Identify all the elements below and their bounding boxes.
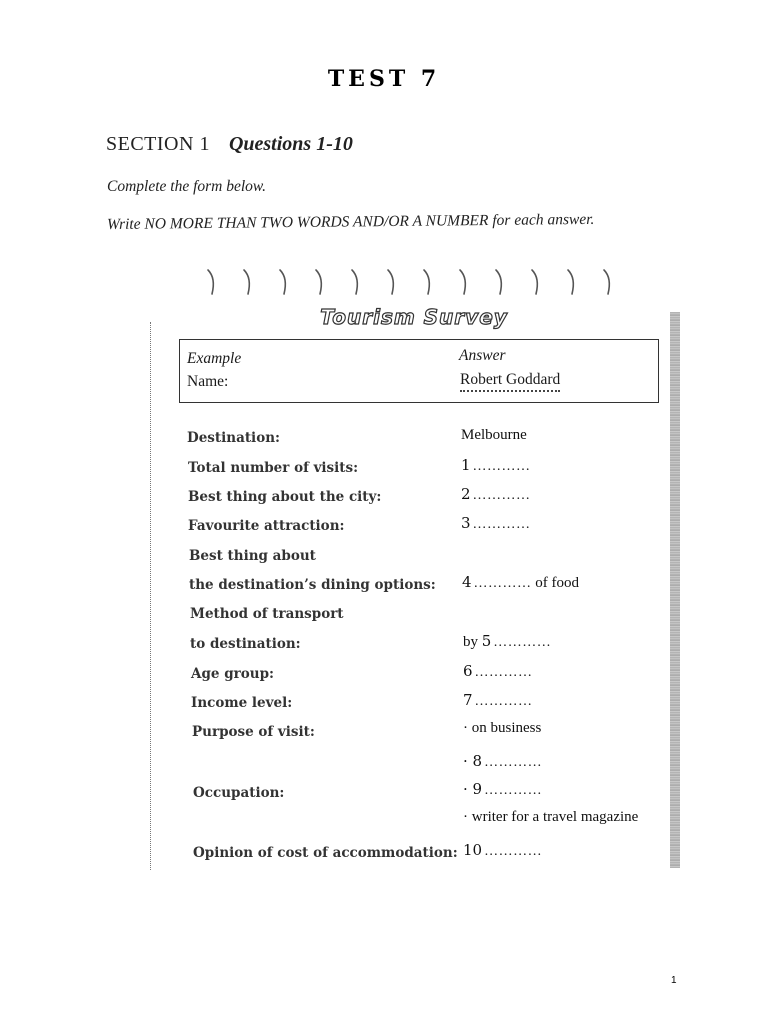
answer-dots: ………… [472, 488, 531, 503]
answer-dots: ………… [493, 635, 552, 650]
field-value-destination: Melbourne [461, 427, 527, 443]
answer-suffix: of food [535, 575, 580, 591]
field-value-writer: · writer for a travel magazine [463, 809, 639, 825]
question-number: 6 [463, 662, 473, 680]
example-answer-value: Robert Goddard [460, 371, 560, 392]
answer-dots: ………… [472, 459, 531, 474]
field-label-dining-line1: Best thing about [189, 548, 316, 564]
example-label: Example [187, 350, 242, 367]
field-label-transport-line1: Method of transport [190, 606, 344, 622]
binder-ring [280, 270, 285, 294]
question-number: 7 [463, 691, 473, 709]
answer-blank-7 [463, 691, 533, 710]
question-number: · 8 [463, 752, 483, 770]
field-label-transport-line2: to destination: [190, 636, 301, 652]
answer-dots: ………… [484, 844, 543, 859]
form-right-edge [670, 312, 680, 868]
answer-blank-4 [462, 573, 579, 592]
binder-ring [316, 270, 321, 294]
question-number: 2 [461, 485, 471, 503]
field-value-purpose-business: · on business [463, 720, 542, 736]
survey-title: Tourism Survey [320, 305, 508, 329]
binder-rings [200, 266, 640, 300]
binder-ring [424, 270, 429, 294]
binder-ring [568, 270, 573, 294]
binder-ring [460, 270, 465, 294]
answer-dots: ………… [474, 665, 533, 680]
question-number: 5 [481, 632, 492, 650]
questions-range: Questions 1-10 [228, 133, 353, 155]
field-label-purpose: Purpose of visit: [192, 724, 315, 740]
example-name-label: Name: [187, 373, 229, 390]
question-number: 3 [461, 514, 471, 532]
answer-blank-6 [463, 662, 533, 681]
answer-blank-2 [461, 485, 531, 504]
question-number: 4 [462, 573, 472, 591]
section-label: SECTION 1 [106, 133, 210, 155]
binder-ring [532, 270, 537, 294]
test-title: TEST 7 [327, 66, 441, 92]
field-label-visits: Total number of visits: [188, 460, 359, 476]
answer-blank-10 [463, 841, 542, 860]
field-label-best-thing-city: Best thing about the city: [188, 489, 382, 505]
field-label-income-level: Income level: [191, 695, 293, 711]
question-number: · 9 [463, 780, 483, 798]
answer-prefix: by [463, 634, 478, 650]
binder-ring [244, 270, 249, 294]
instruction-complete-form: Complete the form below. [107, 178, 266, 195]
page-number: 1 [671, 975, 677, 986]
binder-ring [604, 270, 609, 294]
question-number: 10 [463, 841, 483, 859]
answer-blank-9 [463, 780, 542, 799]
answer-blank-1 [461, 456, 531, 475]
answer-dots: ………… [472, 517, 531, 532]
binder-ring [352, 270, 357, 294]
answer-dots: ………… [474, 694, 533, 709]
instruction-word-limit: Write NO MORE THAN TWO WORDS AND/OR A NUMBER for each answer. [106, 210, 595, 233]
question-number: 1 [461, 456, 471, 474]
field-label-destination: Destination: [187, 430, 280, 446]
field-label-age-group: Age group: [191, 666, 274, 682]
answer-blank-5 [463, 632, 551, 651]
binder-ring [388, 270, 393, 294]
binder-ring [208, 270, 213, 294]
answer-dots: ………… [484, 755, 543, 770]
field-label-occupation: Occupation: [193, 785, 285, 801]
field-label-accommodation-cost: Opinion of cost of accommodation: [193, 845, 458, 861]
example-box [179, 339, 659, 403]
field-label-favourite-attraction: Favourite attraction: [188, 518, 345, 534]
answer-blank-8 [463, 752, 542, 771]
example-answer-label: Answer [459, 347, 506, 364]
binder-ring [496, 270, 501, 294]
field-label-dining-line2: the destination’s dining options: [189, 577, 436, 593]
answer-blank-3 [461, 514, 531, 533]
answer-dots: ………… [484, 783, 543, 798]
answer-dots: ………… [473, 576, 532, 591]
section-heading [106, 133, 353, 156]
form-left-edge [150, 322, 152, 870]
